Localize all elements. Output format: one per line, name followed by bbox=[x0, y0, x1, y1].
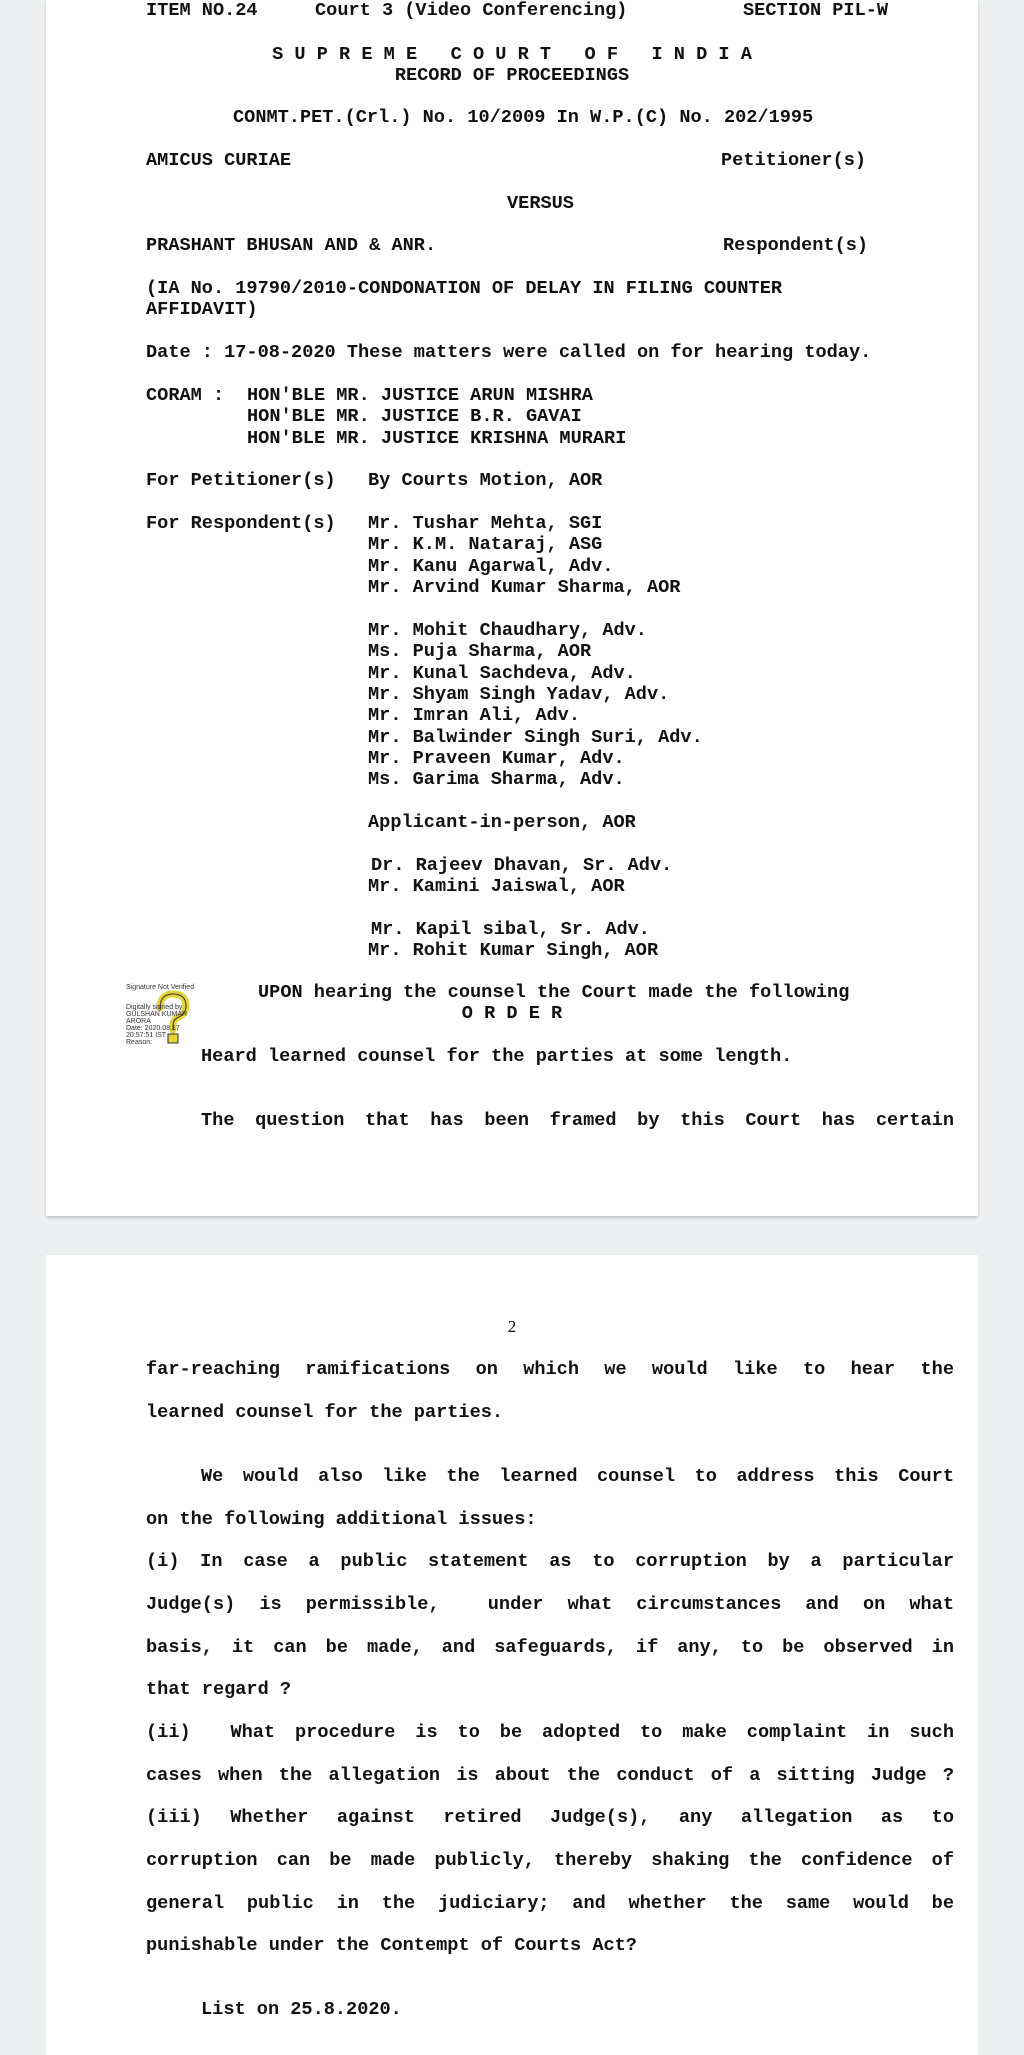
item-number: ITEM NO.24 bbox=[146, 0, 258, 21]
case-number: CONMT.PET.(Crl.) No. 10/2009 In W.P.(C) No. 202/1995 bbox=[233, 107, 814, 128]
hearing-date-line: Date : 17-08-2020 These matters were called on for hearing today. bbox=[146, 342, 872, 363]
ia-line-1: (IA No. 19790/2010-CONDONATION OF DELAY IN FILING COUNTER bbox=[146, 278, 783, 299]
order-text-line: learned counsel for the parties. bbox=[146, 1402, 504, 1423]
for-respondent-label: For Respondent(s) bbox=[146, 513, 336, 534]
issue-text-line: (iii) Whether against retired Judge(s), any allegation as to bbox=[146, 1807, 954, 1828]
counsel-name: Mr. Kamini Jaiswal, AOR bbox=[368, 876, 625, 897]
counsel-name: Mr. Kanu Agarwal, Adv. bbox=[368, 556, 614, 577]
counsel-name: Applicant-in-person, AOR bbox=[368, 812, 636, 833]
issue-text-line: general public in the judiciary; and whether the same would be bbox=[146, 1893, 954, 1914]
issue-text-line: (ii) What procedure is to be adopted to make complaint in such bbox=[146, 1722, 954, 1743]
coram-judge: HON'BLE MR. JUSTICE KRISHNA MURARI bbox=[247, 428, 627, 449]
signature-text: ARORA bbox=[126, 1018, 151, 1025]
coram-judge: HON'BLE MR. JUSTICE B.R. GAVAI bbox=[247, 406, 582, 427]
versus-label: VERSUS bbox=[507, 193, 574, 214]
signature-text: Signature Not Verified bbox=[126, 984, 195, 991]
record-title: RECORD OF PROCEEDINGS bbox=[394, 65, 630, 86]
counsel-name: Mr. K.M. Nataraj, ASG bbox=[368, 534, 603, 555]
issue-text-line: (i) In case a public statement as to corruption by a particular bbox=[146, 1551, 954, 1572]
order-text-line: far-reaching ramifications on which we would like to hear the bbox=[146, 1359, 954, 1380]
counsel-name: Mr. Balwinder Singh Suri, Adv. bbox=[368, 727, 703, 748]
issue-text-line: Judge(s) is permissible, under what circumstances and on what bbox=[146, 1594, 954, 1615]
issue-text-line: that regard ? bbox=[146, 1679, 292, 1700]
respondent-name: PRASHANT BHUSAN AND & ANR. bbox=[146, 235, 437, 256]
ia-line-2: AFFIDAVIT) bbox=[146, 299, 258, 320]
counsel-name: Mr. Mohit Chaudhary, Adv. bbox=[368, 620, 647, 641]
order-paragraph: The question that has been framed by this Court has certain bbox=[201, 1110, 954, 1131]
signature-text: Digitally signed by bbox=[126, 1004, 183, 1011]
listing-date-line: List on 25.8.2020. bbox=[201, 1999, 402, 2020]
counsel-name: Mr. Kunal Sachdeva, Adv. bbox=[368, 663, 636, 684]
order-paragraph: Heard learned counsel for the parties at some length. bbox=[201, 1046, 793, 1067]
counsel-name: Mr. Tushar Mehta, SGI bbox=[368, 513, 603, 534]
order-heading: O R D E R bbox=[461, 1003, 563, 1024]
for-petitioner-value: By Courts Motion, AOR bbox=[368, 470, 603, 491]
counsel-name: Mr. Kapil sibal, Sr. Adv. bbox=[371, 919, 650, 940]
coram-judge: HON'BLE MR. JUSTICE ARUN MISHRA bbox=[247, 385, 593, 406]
issue-text-line: corruption can be made publicly, thereby shaking the confidence of bbox=[146, 1850, 954, 1871]
counsel-name: Mr. Praveen Kumar, Adv. bbox=[368, 748, 625, 769]
upon-hearing-line: UPON hearing the counsel the Court made the following bbox=[258, 982, 850, 1003]
signature-text: 20:57:51 IST bbox=[126, 1032, 167, 1039]
counsel-name: Mr. Shyam Singh Yadav, Adv. bbox=[368, 684, 670, 705]
signature-text: Reason: bbox=[126, 1039, 153, 1046]
signature-text: Date: 2020.08.17 bbox=[126, 1025, 180, 1032]
respondent-role: Respondent(s) bbox=[723, 235, 869, 256]
order-text-line: on the following additional issues: bbox=[146, 1509, 537, 1530]
counsel-name: Dr. Rajeev Dhavan, Sr. Adv. bbox=[371, 855, 673, 876]
court-label: Court 3 (Video Conferencing) bbox=[315, 0, 628, 21]
petitioner-role: Petitioner(s) bbox=[721, 150, 867, 171]
counsel-name: Mr. Imran Ali, Adv. bbox=[368, 705, 581, 726]
issue-text-line: cases when the allegation is about the conduct of a sitting Judge ? bbox=[146, 1765, 954, 1786]
document-page-1 bbox=[46, 0, 978, 1216]
issue-text-line: punishable under the Contempt of Courts Act? bbox=[146, 1935, 637, 1956]
court-name: S U P R E M E C O U R T O F I N D I A bbox=[272, 44, 752, 65]
page-number: 2 bbox=[507, 1317, 517, 1336]
signature-text: GULSHAN KUMAR bbox=[126, 1011, 188, 1018]
counsel-name: Ms. Puja Sharma, AOR bbox=[368, 641, 592, 662]
petitioner-name: AMICUS CURIAE bbox=[146, 150, 292, 171]
document-page-2 bbox=[46, 1255, 978, 2055]
issue-text-line: basis, it can be made, and safeguards, if any, to be observed in bbox=[146, 1637, 954, 1658]
for-petitioner-label: For Petitioner(s) bbox=[146, 470, 336, 491]
coram-label: CORAM : bbox=[146, 385, 225, 406]
counsel-name: Mr. Arvind Kumar Sharma, AOR bbox=[368, 577, 681, 598]
counsel-name: Mr. Rohit Kumar Singh, AOR bbox=[368, 940, 659, 961]
section-label: SECTION PIL-W bbox=[743, 0, 889, 21]
counsel-name: Ms. Garima Sharma, Adv. bbox=[368, 769, 625, 790]
order-text-line: We would also like the learned counsel to address this Court bbox=[201, 1466, 954, 1487]
